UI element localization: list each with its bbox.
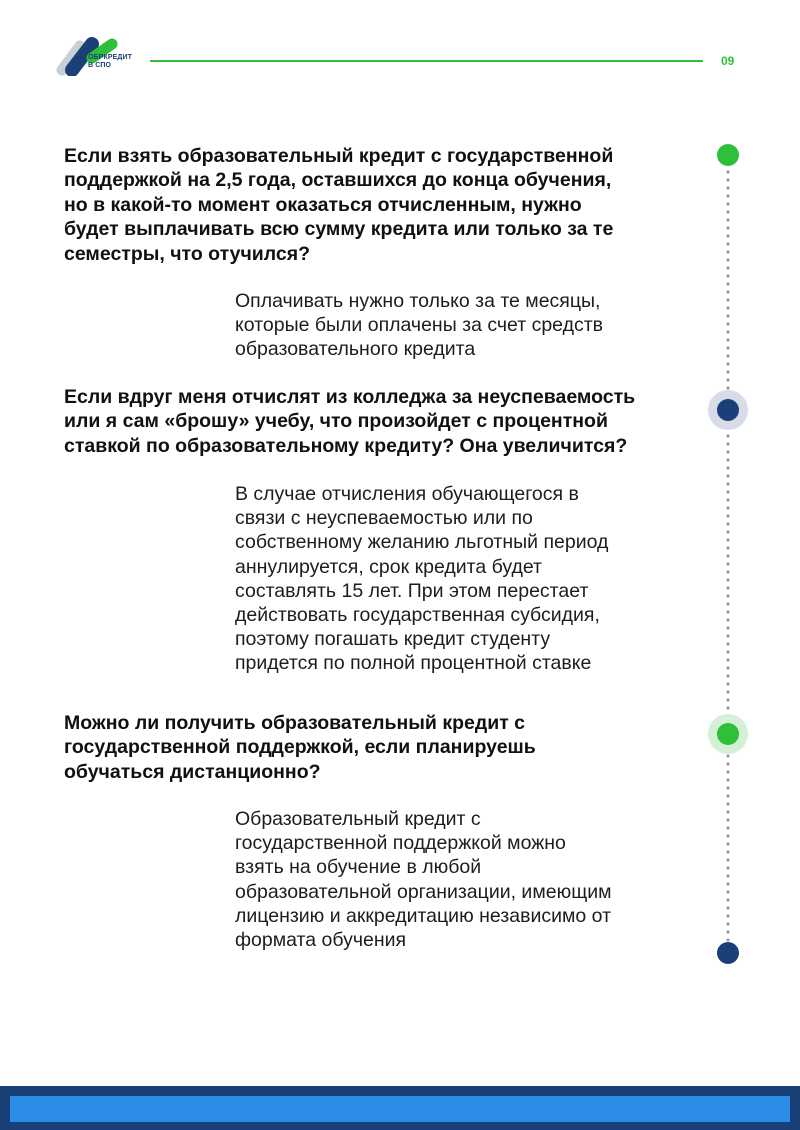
answer-line: которые были оплачены за счет средств <box>235 314 603 337</box>
answer-line: государственной поддержкой можно <box>235 832 566 855</box>
question-line: будет выплачивать всю сумму кредита или только за те <box>64 218 614 241</box>
answer-3 <box>235 807 612 952</box>
page-number: 09 <box>721 54 735 68</box>
answer-line: связи с неуспеваемостью или по <box>235 507 533 530</box>
footer-accent-bar <box>10 1096 790 1122</box>
logo-text-line2: В СПО <box>88 62 112 69</box>
answer-line: аннулируется, срок кредита будет <box>235 555 542 578</box>
logo-text <box>88 54 132 70</box>
question-line: государственной поддержкой, если планируешь <box>64 736 536 759</box>
question-1 <box>64 144 613 266</box>
question-line: или я сам «брошу» учебу, что произойдет с процентной <box>64 410 608 433</box>
answer-2 <box>235 482 608 676</box>
answer-line: взять на обучение в любой <box>235 856 482 879</box>
question-line: обучаться дистанционно? <box>64 760 321 783</box>
question-line: Можно ли получить образовательный кредит с <box>64 712 526 734</box>
answer-line: Образовательный кредит с <box>235 808 481 830</box>
question-line: но в какой-то момент оказаться отчисленным, нужно <box>64 193 582 216</box>
answer-line: Оплачивать нужно только за те месяцы, <box>235 290 601 312</box>
question-line: Если взять образовательный кредит с государственной <box>64 145 614 167</box>
answer-line: придется по полной процентной ставке <box>235 652 592 675</box>
answer-line: составлять 15 лет. При этом перестает <box>235 579 589 602</box>
answer-line: лицензию и аккредитацию независимо от <box>235 904 612 927</box>
logo-text-line1: ОБРКРЕДИТ <box>88 54 132 61</box>
logo <box>54 36 146 76</box>
answer-1 <box>235 289 603 362</box>
question-line: семестры, что отучился? <box>64 242 311 265</box>
question-2 <box>64 385 635 458</box>
timeline-marker-4 <box>717 942 739 964</box>
timeline-dotted-line <box>726 160 730 950</box>
answer-line: поэтому погашать кредит студенту <box>235 628 551 651</box>
question-line: Если вдруг меня отчислят из колледжа за неуспеваемость <box>64 386 636 408</box>
question-line: поддержкой на 2,5 года, оставшихся до конца обучения, <box>64 169 612 192</box>
answer-line: действовать государственная субсидия, <box>235 604 600 627</box>
header-divider <box>150 60 703 62</box>
question-line: ставкой по образовательному кредиту? Она увеличится? <box>64 434 628 457</box>
answer-line: формата обучения <box>235 929 407 952</box>
timeline-marker-2 <box>717 399 739 421</box>
answer-line: образовательного кредита <box>235 338 476 361</box>
timeline-marker-3 <box>717 723 739 745</box>
answer-line: образовательной организации, имеющим <box>235 880 612 903</box>
answer-line: В случае отчисления обучающегося в <box>235 483 579 505</box>
answer-line: собственному желанию льготный период <box>235 531 609 554</box>
question-3 <box>64 711 536 784</box>
timeline-marker-1 <box>717 144 739 166</box>
